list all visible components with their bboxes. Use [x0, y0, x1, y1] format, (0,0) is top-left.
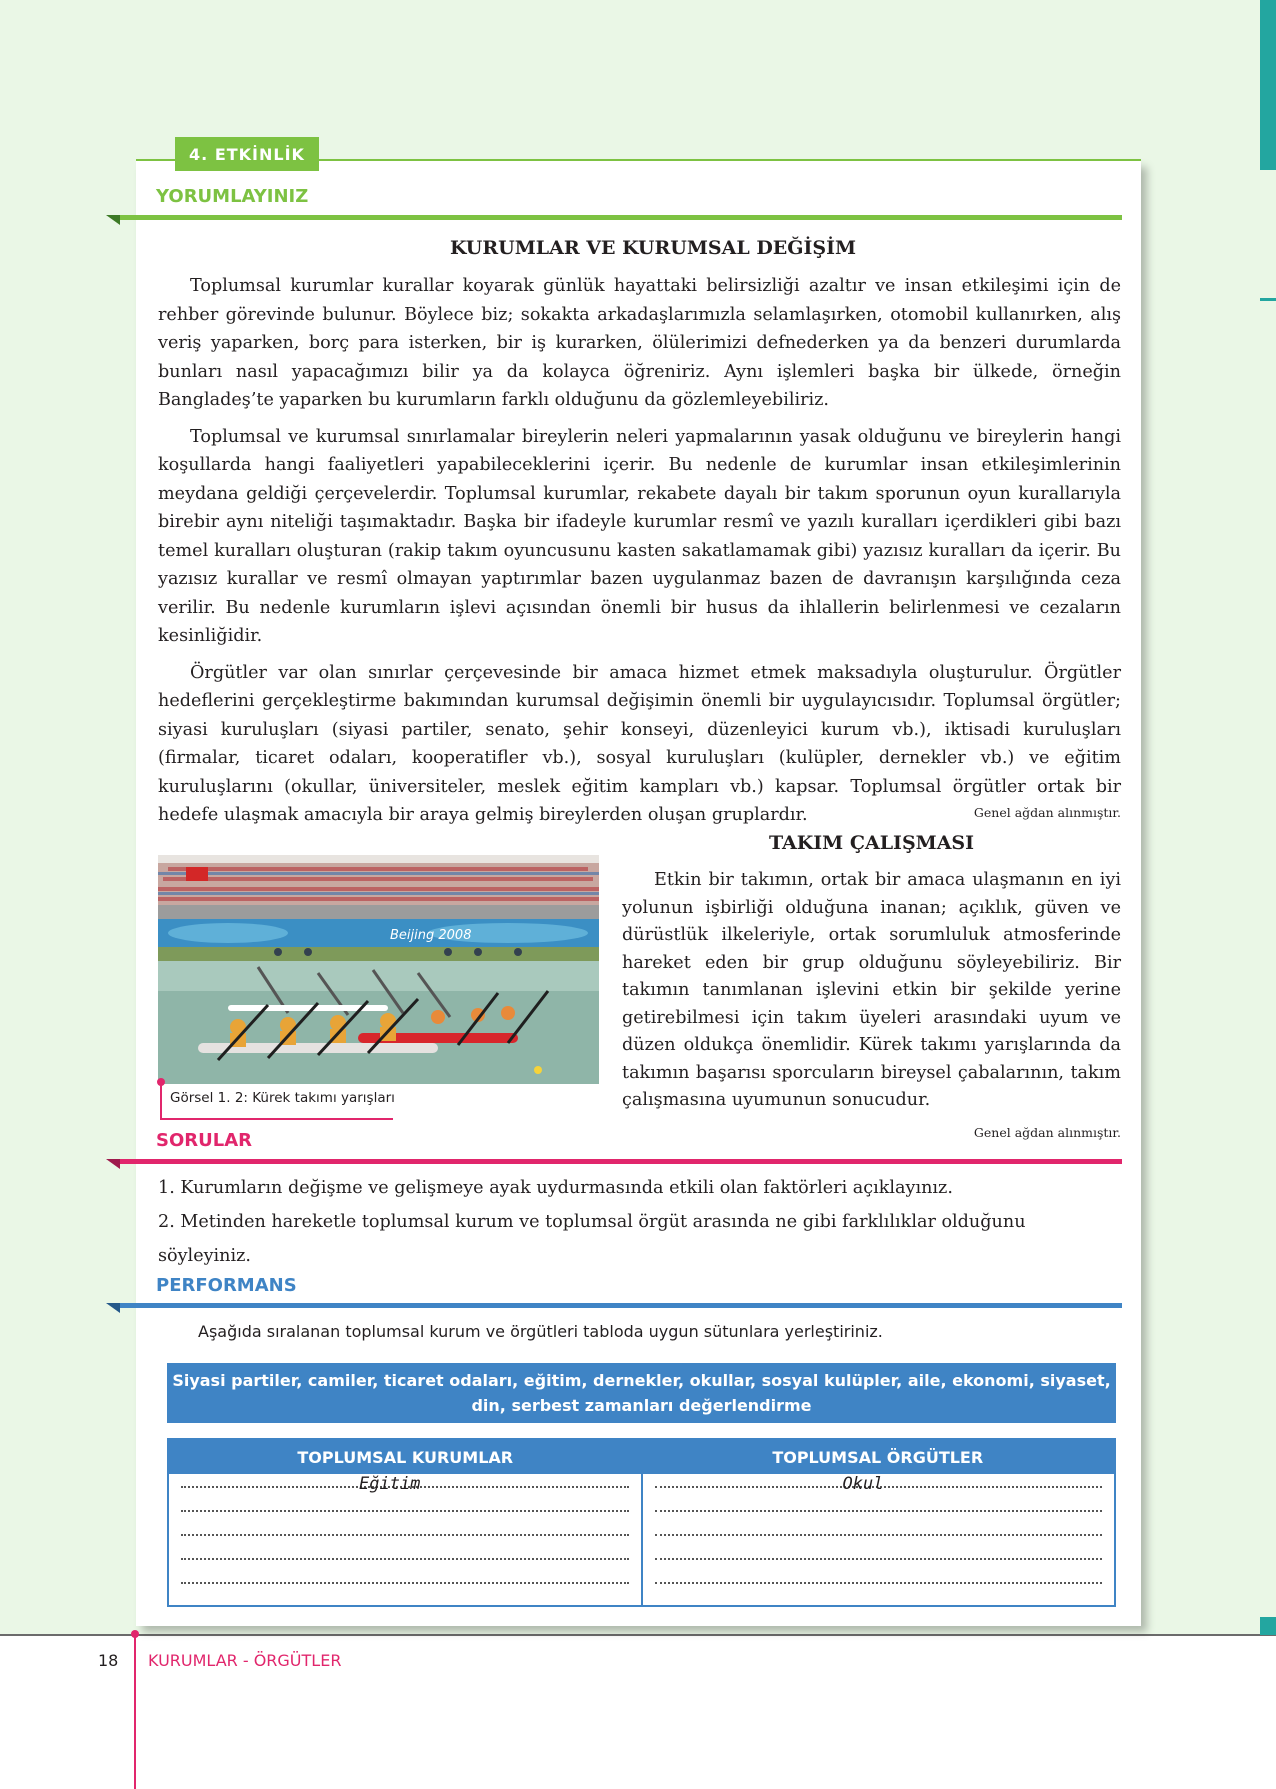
source-note: Genel ağdan alınmıştır. [973, 1125, 1121, 1140]
performance-instructions: Aşağıda sıralanan toplumsal kurum ve örgütleri tabloda uygun sütunlara yerleştiriniz. [198, 1322, 883, 1341]
paragraph: Toplumsal ve kurumsal sınırlamalar bireylerin neleri yapmalarının yasak olduğunu ve bireylerin hangi koşullarda hangi faaliyetleri yapabileceklerini içerir. Bu nedenle de kurumlar insan etkileşimlerinin meydana geldiği çerçevelerdir. Toplumsal kurumlar, rekabete dayalı bir takım sporunun oyun kurallarıyla birebir aynı niteliği taşımaktadır. Başka bir ifadeyle kurumlar resmî ve yazılı kuralları içerdikleri gibi bazı temel kuralları oluşturan (rakip takım oyuncusunu kasten sakatlamamak gibi) yazısız kuralları da içerir. Bu yazısız kurallar ve resmî olmayan yaptırımlar bazen uygulanmaz bazen de davranışın karşılığında ceza verilir. Bu nedenle kurumların işlevi açısından önemli bir husus da ihlallerin belirlenmesi ve cezaların kesinliğidir. [158, 426, 1121, 646]
activity-badge: 4. ETKİNLİK [175, 137, 319, 171]
section-heading-yorumlayiniz: YORUMLAYINIZ [156, 186, 309, 207]
figure-caption: Görsel 1. 2: Kürek takımı yarışları [170, 1090, 395, 1106]
question-item: 2. Metinden hareketle toplumsal kurum ve toplumsal örgüt arasında ne gibi farklılıklar olduğunu söyleyiniz. [158, 1212, 1026, 1266]
section-heading-performans: PERFORMANS [156, 1275, 297, 1296]
caption-dot [157, 1078, 165, 1086]
column-header-orgutler: TOPLUMSAL ÖRGÜTLER [772, 1447, 984, 1467]
word-bank: Siyasi partiler, camiler, ticaret odaları, eğitim, dernekler, okullar, sosyal kulüpler, aile, ekonomi, siyaset, din, serbest zamanları değerlendirme [167, 1363, 1116, 1423]
team-article-body [622, 867, 1121, 1115]
page-number: 18 [98, 1651, 119, 1670]
article-title: KURUMLAR VE KURUMSAL DEĞİŞİM [449, 237, 857, 259]
handwritten-answer: Eğitim [359, 1474, 421, 1494]
source-note: Genel ağdan alınmıştır. [973, 805, 1121, 820]
orgutler-column[interactable] [643, 1474, 1115, 1605]
kurumlar-column[interactable] [169, 1474, 643, 1605]
article-body [158, 272, 1121, 838]
banner-text: Beijing 2008 [390, 928, 472, 943]
section-rule-pink [120, 1159, 1122, 1164]
table-header [169, 1440, 1114, 1474]
right-edge-marker-bottom [1260, 1617, 1276, 1635]
unit-title: KURUMLAR - ÖRGÜTLER [148, 1651, 342, 1670]
handwritten-answer: Okul [842, 1474, 884, 1494]
paragraph: Örgütler var olan sınırlar çerçevesinde bir amaca hizmet etmek maksadıyla oluşturulur. Örgütler hedeflerini gerçekleştirme bakımından kurumsal değişimin önemli bir uygulayıcısıdır. Toplumsal örgütler; siyasi kuruluşları (siyasi partiler, senato, şehir konseyi, düzenleyici kurum vb.), iktisadi kuruluşları (firmalar, ticaret odaları, kooperatifler vb.), sosyal kuruluşları (kulüpler, dernekler vb.) ve eğitim kuruluşlarını (okullar, üniversiteler, meslek eğitim kampları vb.) kapsar. Toplumsal örgütler ortak bir hedefe ulaşmak amacıyla bir araya gelmiş bireylerden oluşan gruplardır. [158, 662, 1121, 825]
sorting-table [167, 1438, 1116, 1607]
right-edge-marker [1260, 298, 1276, 301]
footer-divider [134, 1634, 136, 1789]
column-header-kurumlar: TOPLUMSAL KURUMLAR [297, 1447, 514, 1467]
page-bottom-line [0, 1634, 1276, 1636]
section-heading-sorular: SORULAR [156, 1130, 253, 1151]
section-rule-green [120, 215, 1122, 220]
team-article-title: TAKIM ÇALIŞMASI [768, 832, 975, 854]
footer-dot [131, 1630, 139, 1638]
kayak-race-photo [158, 855, 599, 1084]
section-rule-blue [120, 1303, 1122, 1308]
paragraph: Toplumsal kurumlar kurallar koyarak günlük hayattaki belirsizliği azaltır ve insan etkileşimi için de rehber görevinde bulunur. Böylece biz; sokakta arkadaşlarımızla selamlaşırken, otomobil kullanırken, alış veriş yaparken, borç para isterken, bir iş kurarken, ölülerimizi defnederken ya da benzeri durumlarda bunları nasıl yapacağımızı bilir ya da kolayca öğreniriz. Aynı işlemleri başka bir ülkede, örneğin Bangladeş’te yaparken bu kurumların farklı olduğunu da gözlemleyebiliriz. [158, 276, 1121, 410]
question-list [158, 1171, 1121, 1273]
paragraph: Etkin bir takımın, ortak bir amaca ulaşmanın en iyi yolunun işbirliği olduğuna inanan; açıklık, güven ve dürüstlük ilkeleriyle, ortak sorumluluk atmosferinde hareket eden bir grup olduğunu söyleyebiliriz. Bir takımın tanımlanan işlevini etkin bir şekilde yerine getirebilmesi için takım üyeleri arasındaki uyum ve düzen oldukça önemlidir. Kürek takımı yarışlarında da takımın başarısı sporcuların bireysel çabalarının, takım çalışmasına uyumunun sonucudur. [622, 870, 1121, 1110]
question-item: 1. Kurumların değişme ve gelişmeye ayak uydurmasında etkili olan faktörleri açıklayınız. [158, 1178, 953, 1198]
right-edge-tab [1260, 0, 1276, 170]
